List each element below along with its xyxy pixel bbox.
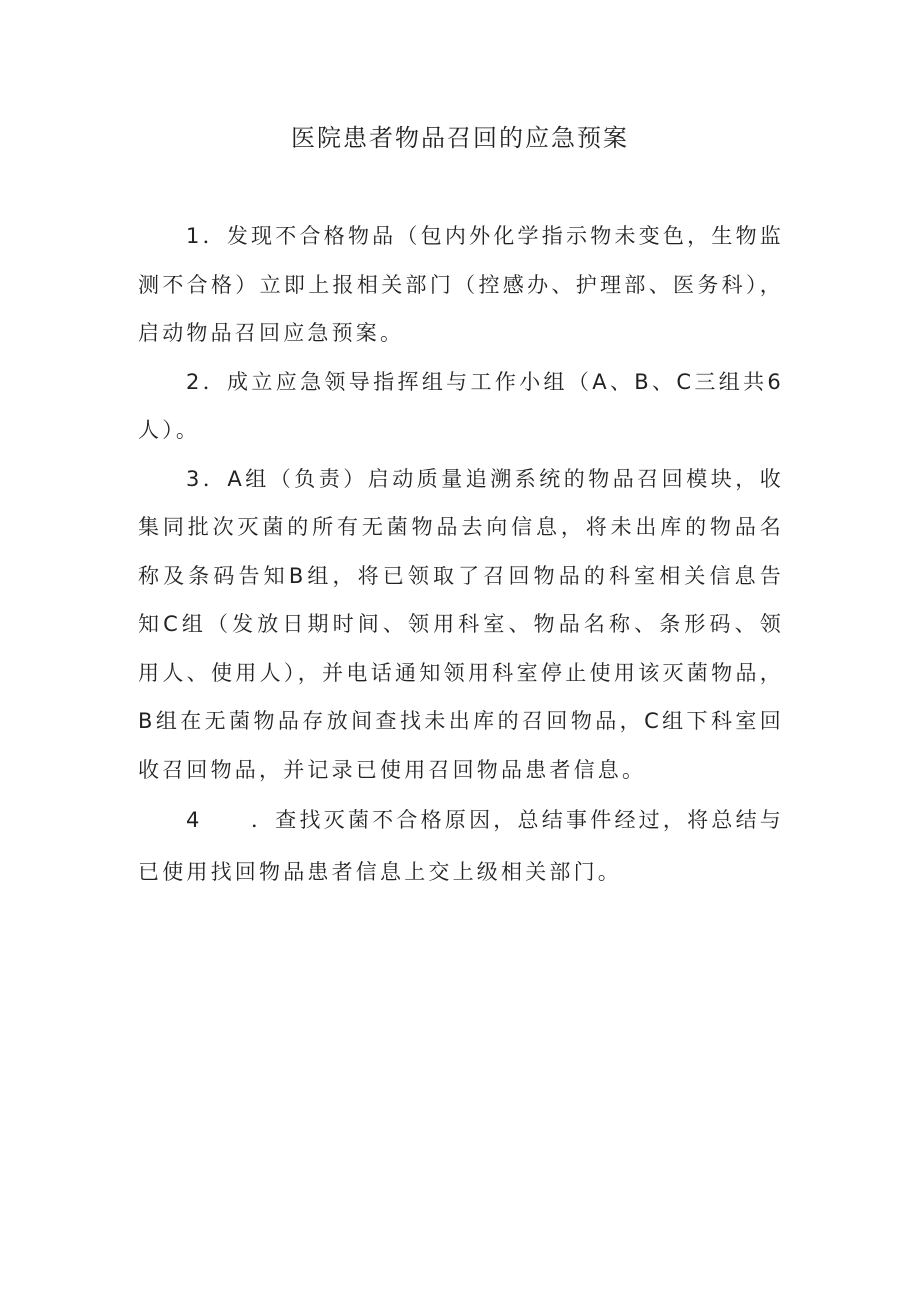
document-body (138, 212, 784, 919)
paragraph-3: 3．A组（负责）启动质量追溯系统的物品召回模块，收集同批次灭菌的所有无菌物品去向信息，将未出库的物品名称及条码告知B组，将已领取了召回物品的科室相关信息告知C组（发放日期时间、领用科室、物品名称、条形码、领用人、使用人），并电话通知领用科室停止使用该灭菌物品，B组在无菌物品存放间查找未出库的召回物品，C组下科室回收召回物品，并记录已使用召回物品患者信息。 (138, 466, 784, 782)
page-title: 医院患者物品召回的应急预案 (291, 124, 629, 152)
paragraph-4: 4 ．查找灭菌不合格原因，总结事件经过，将总结与已使用找回物品患者信息上交上级相关部门。 (138, 808, 784, 884)
paragraph-1: 1．发现不合格物品（包内外化学指示物未变色，生物监测不合格）立即上报相关部门（控感办、护理部、医务科），启动物品召回应急预案。 (138, 224, 784, 345)
paragraph-2: 2．成立应急领导指挥组与工作小组（A、B、C三组共6人）。 (138, 369, 784, 442)
